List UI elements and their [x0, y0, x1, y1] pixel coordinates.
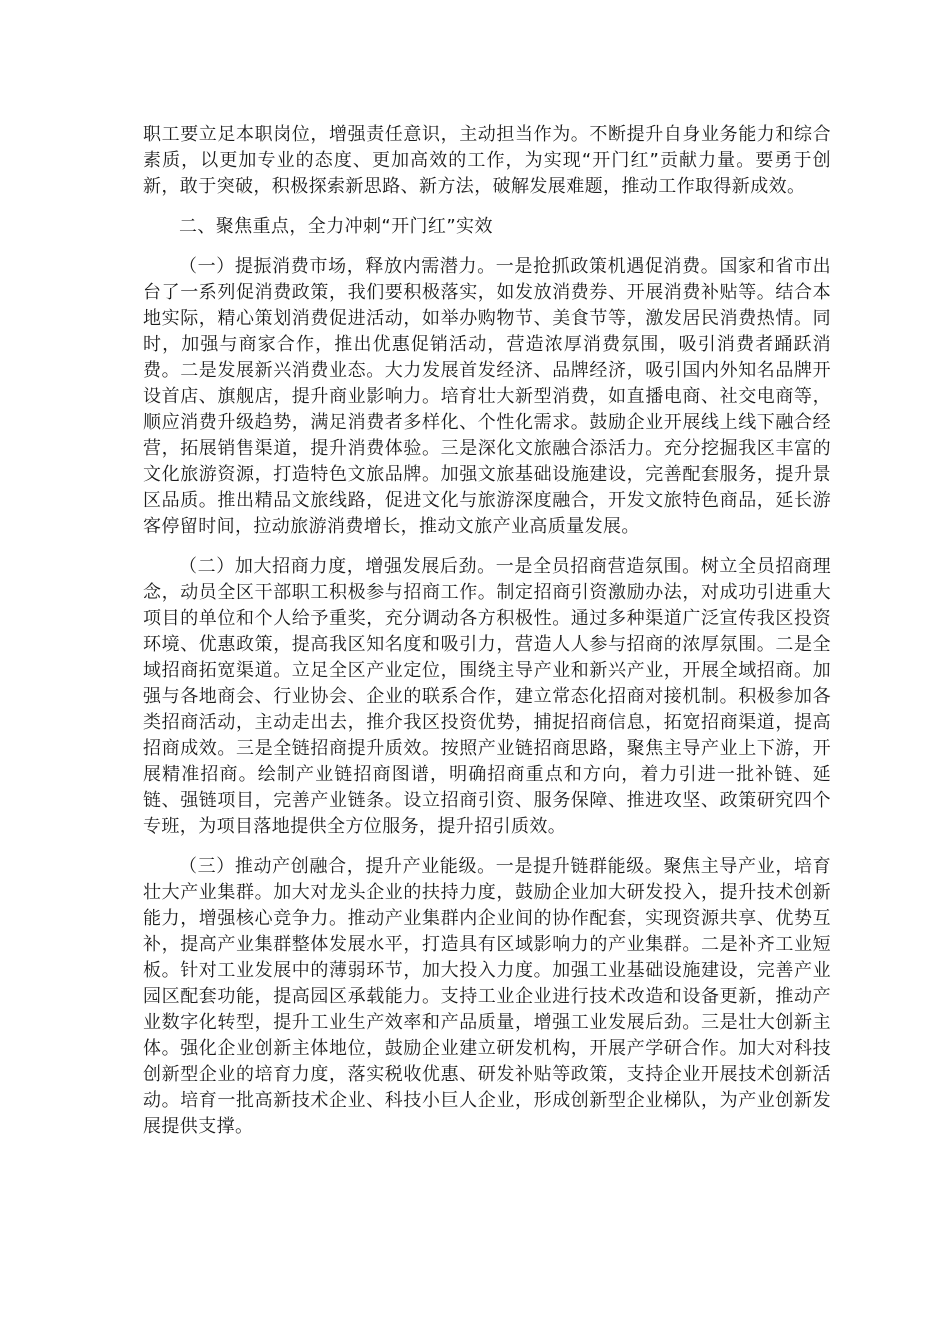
paragraph-investment: （二）加大招商力度，增强发展后劲。一是全员招商营造氛围。树立全员招商理念，动员全区干部职工积极参与招商工作。制定招商引资激励办法，对成功引进重大项目的单位和个人给予重奖，充分调动各方积极性。通过多种渠道广泛宣传我区投资环境、优惠政策，提高我区知名度和吸引力，营造人人参与招商的浓厚氛围。二是全域招商拓宽渠道。立足全区产业定位，围绕主导产业和新兴产业，开展全域招商。加强与各地商会、行业协会、企业的联系合作，建立常态化招商对接机制。积极参加各类招商活动，主动走出去，推介我区投资优势，捕捉招商信息，拓宽招商渠道，提高招商成效。三是全链招商提升质效。按照产业链招商思路，聚焦主导产业上下游，开展精准招商。绘制产业链招商图谱，明确招商重点和方向，着力引进一批补链、延链、强链项目，完善产业链条。设立招商引资、服务保障、推进攻坚、政策研究四个专班，为项目落地提供全方位服务，提升招引质效。	[143, 556, 831, 837]
section-heading: 二、聚焦重点，全力冲刺“开门红”实效	[179, 216, 493, 237]
paragraph-industry: （三）推动产创融合，提升产业能级。一是提升链群能级。聚焦主导产业，培育壮大产业集群。加大对龙头企业的扶持力度，鼓励企业加大研发投入，提升技术创新能力，增强核心竞争力。推动产业集群内企业间的协作配套，实现资源共享、优势互补，提高产业集群整体发展水平，打造具有区域影响力的产业集群。二是补齐工业短板。针对工业发展中的薄弱环节，加大投入力度。加强工业基础设施建设，完善产业园区配套功能，提高园区承载能力。支持工业企业进行技术改造和设备更新，推动产业数字化转型，提升工业生产效率和产品质量，增强工业发展后劲。三是壮大创新主体。强化企业创新主体地位，鼓励企业建立研发机构，开展产学研合作。加大对科技创新型企业的培育力度，落实税收优惠、研发补贴等政策，支持企业开展技术创新活动。培育一批高新技术企业、科技小巨人企业，形成创新型企业梯队，为产业创新发展提供支撑。	[143, 856, 831, 1137]
paragraph-consumption: （一）提振消费市场，释放内需潜力。一是抢抓政策机遇促消费。国家和省市出台了一系列促消费政策，我们要积极落实，如发放消费券、开展消费补贴等。结合本地实际，精心策划消费促进活动，如举办购物节、美食节等，激发居民消费热情。同时，加强与商家合作，推出优惠促销活动，营造浓厚消费氛围，吸引消费者踊跃消费。二是发展新兴消费业态。大力发展首发经济、品牌经济，吸引国内外知名品牌开设首店、旗舰店，提升商业影响力。培育壮大新型消费，如直播电商、社交电商等，顺应消费升级趋势，满足消费者多样化、个性化需求。鼓励企业开展线上线下融合经营，拓展销售渠道，提升消费体验。三是深化文旅融合添活力。充分挖掘我区丰富的文化旅游资源，打造特色文旅品牌。加强文旅基础设施建设，完善配套服务，提升景区品质。推出精品文旅线路，促进文化与旅游深度融合，开发文旅特色商品，延长游客停留时间，拉动旅游消费增长，推动文旅产业高质量发展。	[143, 256, 831, 537]
lead-paragraph: 职工要立足本职岗位，增强责任意识，主动担当作为。不断提升自身业务能力和综合素质，以更加专业的态度、更加高效的工作，为实现“开门红”贡献力量。要勇于创新，敢于突破，积极探索新思路、新方法，破解发展难题，推动工作取得新成效。	[143, 124, 831, 197]
document-body	[143, 122, 831, 1154]
